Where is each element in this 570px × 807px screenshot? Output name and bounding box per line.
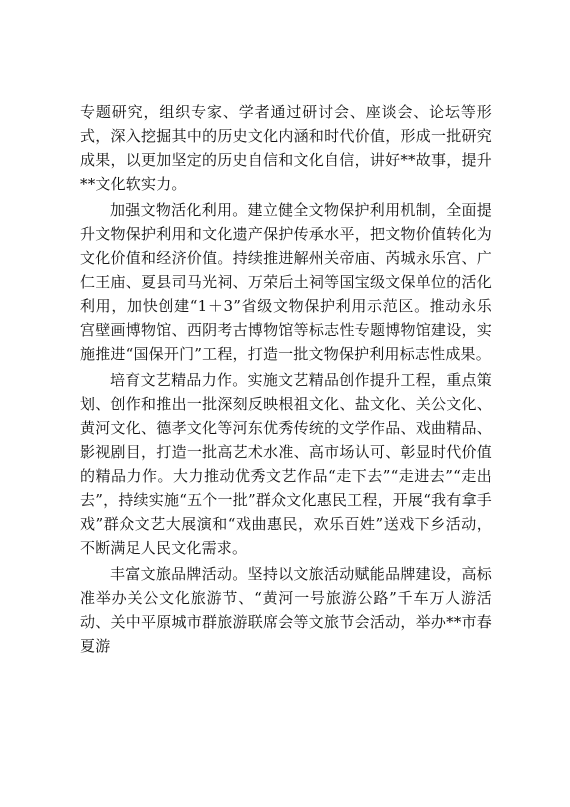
paragraph-research: 专题研究，组织专家、学者通过研讨会、座谈会、论坛等形式，深入挖掘其中的历史文化内涵和时代价值，形成一批研究成果，以更加坚定的历史自信和文化自信，讲好**故事，提升**文化软实力。: [80, 103, 492, 193]
document-body: [80, 100, 492, 660]
paragraph-cultural-relics: 加强文物活化利用。建立健全文物保护利用机制，全面提升文物保护利用和文化遗产保护传承水平，把文物价值转化为文化价值和经济价值。持续推进解州关帝庙、芮城永乐宫、广仁王庙、夏县司马光祠、万荣后土祠等国宝级文保单位的活化利用，加快创建“1＋3”省级文物保护利用示范区。推动永乐宫壁画博物馆、西阴考古博物馆等标志性专题博物馆建设，实施推进“国保开门”工程，打造一批文物保护利用标志性成果。: [80, 201, 492, 363]
paragraph-tourism-brand: 丰富文旅品牌活动。坚持以文旅活动赋能品牌建设，高标准举办关公文化旅游节、“黄河一号旅游公路”千车万人游活动、关中平原城市群旅游联席会等文旅节会活动，举办**市春夏游: [80, 565, 492, 655]
paragraph-literary-works: 培育文艺精品力作。实施文艺精品创作提升工程，重点策划、创作和推出一批深刻反映根祖文化、盐文化、关公文化、黄河文化、德孝文化等河东优秀传统的文学作品、戏曲精品、影视剧目，打造一批高艺术水准、高市场认可、彰显时代价值的精品力作。大力推动优秀文艺作品“走下去”“走进去”“走出去”，持续实施“五个一批”群众文化惠民工程，开展“我有拿手戏”群众文艺大展演和“戏曲惠民，欢乐百姓”送戏下乡活动，不断满足人民文化需求。: [80, 371, 492, 557]
